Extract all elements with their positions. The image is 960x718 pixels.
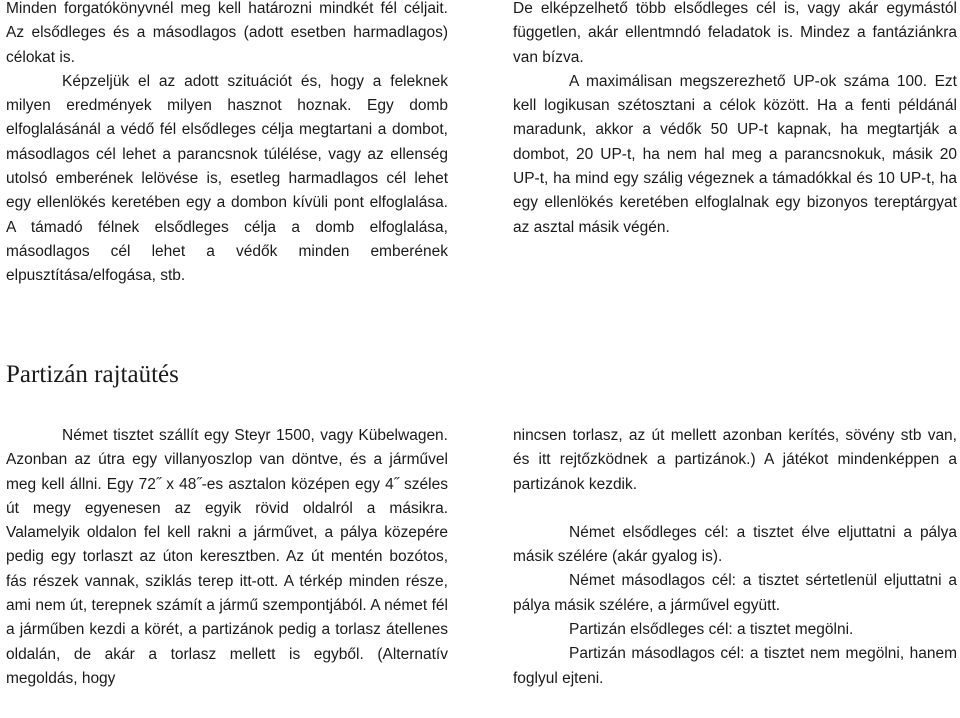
paragraph: A maximálisan megszerezhető UP-ok száma 100. Ezt kell logikusan szétosztani a célok között. Ha a fenti példánál maradunk, akkor a védők 50 UP-t kapnak, ha megtartják a dombot, 20 UP-t, ha nem hal meg a parancsnokuk, másik 20 UP-t, ha mind egy szálig végeznek a támadókkal és 10 UP-t, ha egy ellenlökés keretében elfoglalnak egy bizonyos tereptárgyat az asztal másik végén. [513, 72, 957, 236]
paragraph: Német elsődleges cél: a tisztet élve eljuttatni a pálya másik szélére (akár gyalog is). [513, 523, 957, 566]
paragraph: nincsen torlasz, az út mellett azonban kerítés, sövény stb van, és itt rejtőzködnek a partizánok.) A játékot mindenképpen a partizánok kezdik. [513, 427, 957, 493]
bottom-left-column [6, 424, 448, 691]
paragraph: Partizán másodlagos cél: a tisztet nem megölni, hanem foglyul ejteni. [513, 645, 957, 687]
paragraph: Partizán elsődleges cél: a tisztet megölni. [569, 621, 854, 639]
section-title: Partizán rajtaütés [6, 361, 179, 388]
paragraph: Képzeljük el az adott szituációt és, hogy a feleknek milyen eredmények milyen hasznot hoznak. Egy domb elfoglalásánál a védő fél elsődleges célja megtartani a dombot, másodlagos cél lehet a parancsnok túlélése, vagy az ellenség utolsó emberének lelövése is, esetleg harmadlagos cél lehet egy ellenlökés keretében egy a dombon kívüli pont elfoglalása. A támadó félnek elsődleges célja a domb elfoglalása, másodlagos cél lehet a védők minden emberének elpusztítása/elfogása, stb. [6, 72, 448, 285]
paragraph: Német másodlagos cél: a tisztet sértetlenül eljuttatni a pálya másik szélére, a járművel együtt. [513, 572, 957, 614]
top-left-column [6, 0, 448, 289]
paragraph: Német tisztet szállít egy Steyr 1500, vagy Kübelwagen. Azonban az útra egy villanyoszlop van döntve, és a járművel meg kell állni. Egy 72˝ x 48˝-es asztalon középen egy 4˝ széles út megy egyenesen az egyik rövid oldalról a másikra. Valamelyik oldalon fel kell rakni a járművet, a pálya közepére pedig egy torlaszt az úton keresztben. Az út mentén bozótos, fás részek vannak, sziklás terep itt-ott. A térkép minden része, ami nem út, terepnek számít a jármű szempontjából. A német fél a járműben kezdi a körét, a partizánok pedig a torlasz átellenes oldalán, de akár a torlasz mellett is egyből. (Alternatív megoldás, hogy [6, 427, 448, 687]
bottom-right-column [513, 424, 957, 691]
top-right-column [513, 0, 957, 240]
paragraph: De elképzelhető több elsődleges cél is, vagy akár egymástól független, akár ellentmndó feladatok is. Mindez a fantáziánkra van bízva. [513, 0, 957, 66]
paragraph: Minden forgatókönyvnél meg kell határozni mindkét fél céljait. Az elsődleges és a másodlagos (adott esetben harmadlagos) célokat is. [6, 0, 448, 66]
